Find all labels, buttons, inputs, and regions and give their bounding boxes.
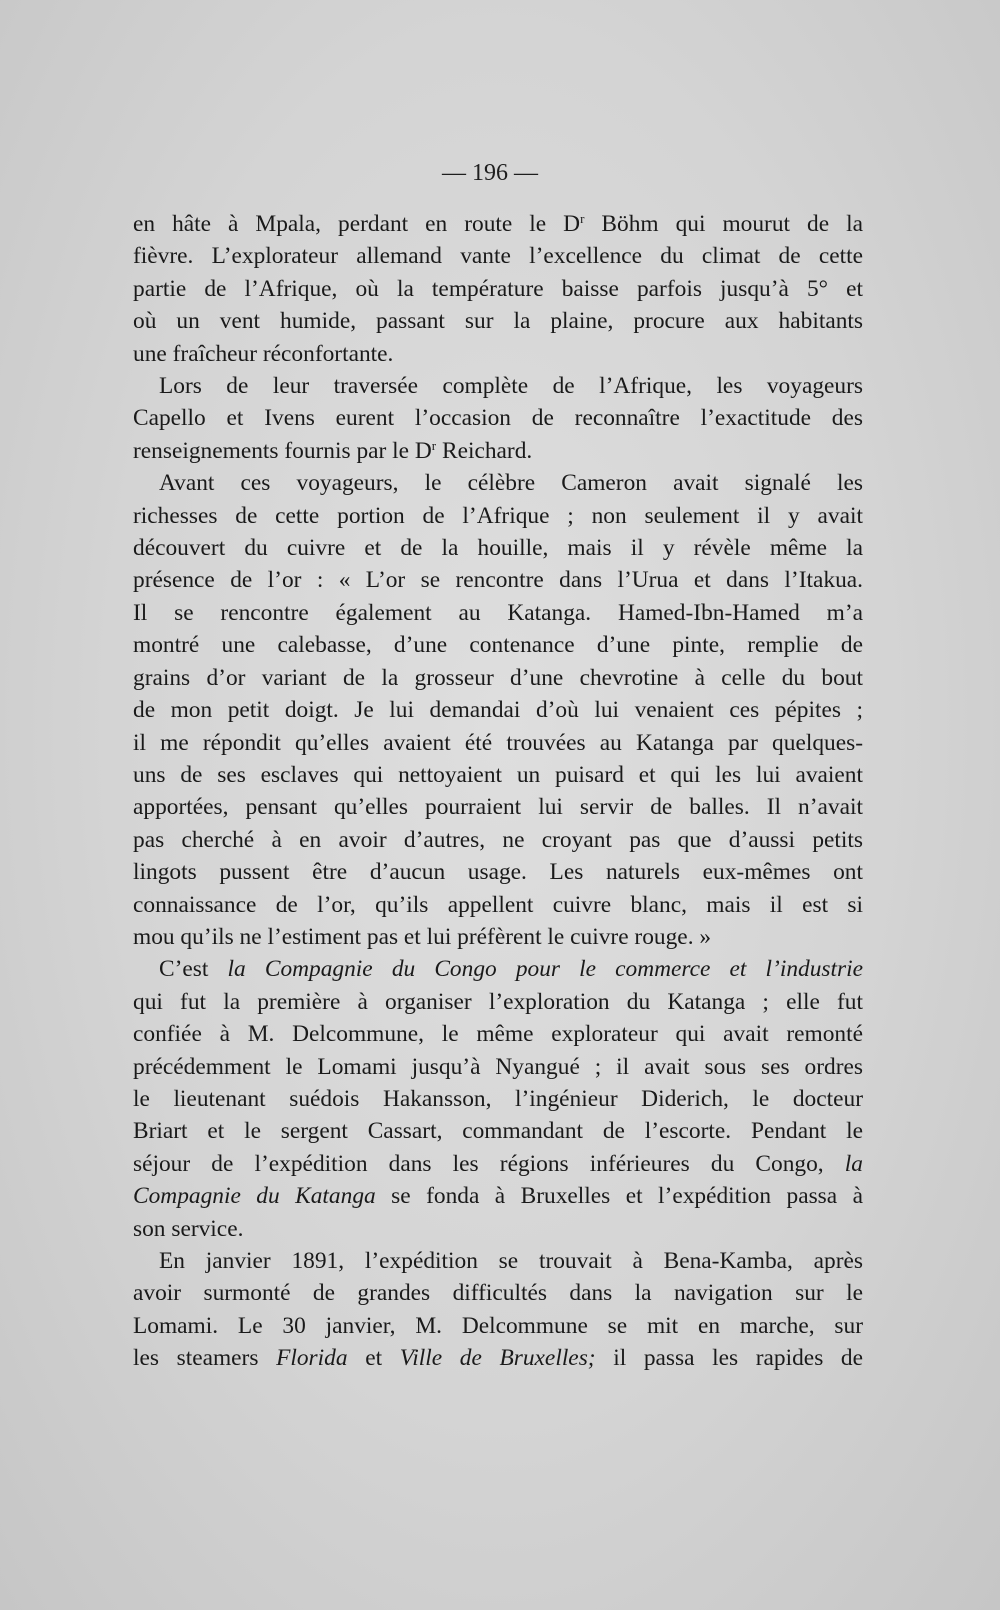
text-line: Compagnie du Katanga se fonda à Bruxelles et l’expédition passa à [133,1183,863,1210]
text-line: séjour de l’expédition dans les régions inférieures du Congo, la [133,1150,863,1177]
text-line: Il se rencontre également au Katanga. Hamed-Ibn-Hamed m’a [133,599,863,626]
text-line: son service. [133,1215,244,1242]
text-line: montré une calebasse, d’une contenance d’une pinte, remplie de [133,632,863,659]
text-line: les steamers Florida et Ville de Bruxelles; il passa les rapides de [133,1345,863,1372]
text-line: avoir surmonté de grandes difficultés dans la navigation sur le [133,1280,863,1307]
text-line: apportées, pensant qu’elles pourraient lui servir de balles. Il n’avait [133,794,863,821]
text-line: en hâte à Mpala, perdant en route le $D^r$ Böhm qui mourut de la [133,211,863,237]
text-line: Avant ces voyageurs, le célèbre Cameron avait signalé les [159,470,863,497]
text-line: grains d’or variant de la grosseur d’une chevrotine à celle du bout [133,664,863,691]
page-number: — 196 — [442,160,538,186]
text-line: Capello et Ivens eurent l’occasion de reconnaître l’exactitude des [133,405,863,432]
text-line: qui fut la première à organiser l’exploration du Katanga ; elle fut [133,988,863,1015]
text-line: lingots pussent être d’aucun usage. Les naturels eux-mêmes ont [133,859,863,886]
text-line: richesses de cette portion de l’Afrique ; non seulement il y avait [133,502,863,529]
text-line: fièvre. L’explorateur allemand vante l’excellence du climat de cette [133,243,863,270]
text-line: confiée à M. Delcommune, le même explorateur qui avait remonté [133,1021,863,1048]
text-line: pas cherché à en avoir d’autres, ne croyant pas que d’aussi petits [133,826,863,853]
text-line: où un vent humide, passant sur la plaine, procure aux habitants [133,308,863,335]
text-line: il me répondit qu’elles avaient été trouvées au Katanga par quelques- [133,729,863,756]
text-line: Briart et le sergent Cassart, commandant de l’escorte. Pendant le [133,1118,863,1145]
text-line: découvert du cuivre et de la houille, mais il y révèle même la [133,535,863,562]
text-line: Lomami. Le 30 janvier, M. Delcommune se mit en marche, sur [133,1312,863,1339]
body-text [133,208,863,1375]
text-line: mou qu’ils ne l’estiment pas et lui préfèrent le cuivre rouge. » [133,923,712,950]
text-line: partie de l’Afrique, où la température baisse parfois jusqu’à 5° et [133,275,863,302]
text-line: précédemment le Lomami jusqu’à Nyangué ; il avait sous ses ordres [133,1053,863,1080]
text-line: connaissance de l’or, qu’ils appellent cuivre blanc, mais il est si [133,891,863,918]
text-line: uns de ses esclaves qui nettoyaient un puisard et qui les lui avaient [133,761,863,788]
text-line: le lieutenant suédois Hakansson, l’ingénieur Diderich, le docteur [133,1085,863,1112]
text-line: de mon petit doigt. Je lui demandai d’où lui venaient ces pépites ; [133,697,863,724]
text-line: En janvier 1891, l’expédition se trouvait à Bena-Kamba, après [159,1248,863,1274]
text-line: C’est la Compagnie du Congo pour le commerce et l’industrie [159,956,863,983]
text-line: renseignements fournis par le $D^r$ Reichard. [133,437,533,464]
text-line: Lors de leur traversée complète de l’Afrique, les voyageurs [159,373,863,400]
text-line: une fraîcheur réconfortante. [133,340,394,367]
text-line: présence de l’or : « L’or se rencontre dans l’Urua et dans l’Itakua. [133,567,863,594]
